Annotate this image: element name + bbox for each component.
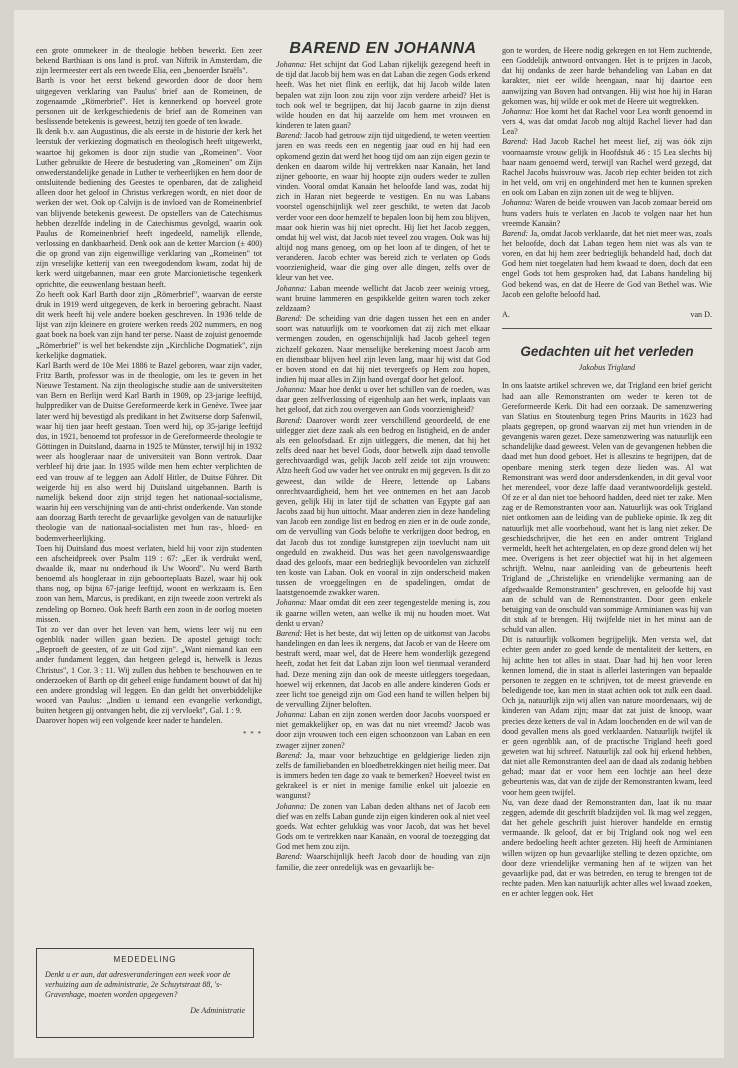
speaker-text: De scheiding van drie dagen tussen het een en ander soort was natuurlijk om te voorkomen dat zij zich met elkaar vermengen zouden, en ogenschijnlijk had Jacob geheel tegen zichzelf gekozen. Naar menselijke berekening moest Jacob arm en dienstbaar blijven heel zijn leven lang, maar hij wist dat God er boven stond en dat hij niet tevergeefs op Hem zou hopen, indien hij maar alles in Zijn hand overgaf door het geloof. <box>276 314 491 384</box>
speaker-label: Barend: <box>276 314 303 324</box>
speaker-label: Barend: <box>502 228 529 238</box>
speaker-label: Barend: <box>276 852 303 862</box>
dialogue-turn <box>276 314 490 385</box>
speaker-text: gon te worden, de Heere nodig gekregen en tot Hem zuchtende, een Goddelijk antwoord ontvangen. Het is te prijzen in Jacob, dat hij ondanks de zeer harde behandeling van Laban en dat karakter, niet eer wilde heengaan, naar hij daartoe een aanwijzing van Boven had ontvangen. Hij wist hoe hij in Haran gekomen was, hij wilde er ook met de Heere uit wegtrekken. <box>502 46 712 106</box>
dialogue-turn <box>276 802 490 853</box>
paragraph: een grote ommekeer in de theologie hebben bewerkt. Een zeer bekend Barthiaan is ons land is prof. van Niftrik in Amsterdam, die zijn leermeester eert als een tweede Elia, een „benoerder Israëls". <box>36 46 262 76</box>
dialogue-right <box>502 46 712 300</box>
speaker-label: Barend: <box>276 415 303 425</box>
speaker-label: Johanna: <box>276 801 307 811</box>
column-middle <box>276 40 491 1050</box>
article-title-gedachten: Gedachten uit het verleden <box>520 344 694 360</box>
dialogue-turn <box>276 284 490 314</box>
speaker-text: Waarschijnlijk heeft Jacob door de houding van zijn familie, die zeer onredelijk was en gevaarlijk be- <box>276 852 490 872</box>
speaker-text: Het schijnt dat God Laban rijkelijk gezegend heeft in de tijd dat Jacob bij hem was en dat Laban die zegen Gods erkend heeft. Was het niet flink en eerlijk, dat hij Jacob wilde laten bepalen wat zijn loon zou zijn voor zijn verdere arbeid? Het is toch ook wel te begrijpen, dat hij Jacob gaarne in zijn dienst wilde houden en dat hij aarzelde om hem met vrouwen en kinderen te laten gaan? <box>276 60 490 131</box>
dialogue-middle <box>276 60 490 873</box>
speaker-label: Barend: <box>502 137 529 147</box>
speaker-label: Johanna: <box>502 198 533 208</box>
speaker-text: Jacob had getrouw zijn tijd uitgediend, te weten veertien jaren en was reeds een en negentig jaar oud en hij had een opkomend gezin dat werd het hoog tijd om aan zijn eigen gezin te denken en daarom wilde hij vertrekken naar Kanaän, het land zijner geboorte, en waar hij hoopte zijn ouders weder te zullen vinden. Vooral omdat Kanaän het beloofde land was, zodat hij zich in Haran niet begeerde te vestigen. En nu was Labans voorstel ogenschijnlijk wel zeer geschikt, te weten dat Jacob verder voor een door hemzelf te bepalen loon bij hem zou blijven, maar ook hierin was hij niet oprecht. Hij liet het Jacob zeggen, omdat hij wel wist, dat Jacob niet teveel zou vragen. Ook was hij altijd nog mans genoeg, om op het loon af te dingen, of het te veranderen. Jacob echter was bereid zich te verlaten op Gods voorzienigheid, waar die ging over alle dingen, zelfs over de kleur van het vee. <box>276 131 490 283</box>
paragraph: Ik denk b.v. aan Augustinus, die als eerste in de historie der kerk het leerstuk der verkiezing dogmatisch en theologisch heeft uitgewerkt, waartoe hij gekomen is door zijn studie van „Romeinen". Voor Luther gebruikte de Heere de bestudering van „Romeinen" om Zijn onwederstandelijke genade in Luther te verheerlijken en hem door de ontsluitende bediening des Geestes te openbaren, dat de zaligheid alleen door het geloof in Christus verkregen wordt, en niet door de werken der wet. Ook op Calvijn is de invloed van de Romeinenbrief van blijvende betekenis geweest. De opstellers van de Catechismus hebben dezelfde indeling in de Catechismus gevolgd, waarin ook Paulus de Romeinenbrief heeft ingedeeld, namelijk ellende, verlossing en dankbaarheid. Denk ook aan de ketter Marcion (± 400) die op grond van zijn eigenwillige verklaring van „Romeinen" tot zijn vreselijke ketterij van een tweegodendom kwam, zodat hij de kerk werd uitgebannen, maar een grote Marcionietische tegenkerk oprichtte, die eeuwenlang bestaan heeft. <box>36 127 262 289</box>
dialogue-turn <box>276 710 490 751</box>
speaker-label: Johanna: <box>276 710 307 720</box>
dialogue-turn <box>502 137 712 198</box>
paragraph: Karl Barth werd de 10e Mei 1886 te Bazel geboren, waar zijn vader, Fritz Barth, professor was in de theologie, om les te geven in het Nieuwe Testament. Na zijn theologische studie aan de universiteiten van Bern en Berlijn werd Karl Barth in 1909, op 23-jarige leeftijd, hulpprediker van de Duitse Gereformeerde kerk in Genève. Twee jaar later werd hij bevestigd als predikant in het Zwitserse dorp Safenwil, waar hij tien jaar heeft gestaan. Toen werd hij, op 35-jarige leeftijd dus, in 1921, benoemd tot professor in de Gereformeerde theologie te Göttingen in Duitsland, daarna in 1925 te Münster, terwijl hij in 1932 weer als hoogleraar naar de universiteit van Bonn vertrok. Daar verbleef hij drie jaar. In 1935 wilde men hem echter verplichten de eed van trouw af te leggen aan Adolf Hitler, de Duitse Führer. Dit weigerde hij en also werd hij Duitsland uitgebannen. Barth is namelijk bekend door zijn strijd tegen het nationaal-socialisme, waarin hij een verschijning van de anti-christ onderkende. Van stonde aan doorzag Barth terecht de gevaarlijke gevolgen van de natuurlijke theologie van de nationaal-socialisten met hun ras-, bloed- en bodemverheerlijking. <box>36 360 262 543</box>
dialogue-turn <box>276 852 490 872</box>
notice-body: Denkt u er aan, dat adresveranderingen een week voor de verhuizing aan de administratie, 2e Schuytstraat 88, 's-Gravenhage, moeten worden opgegeven? <box>45 970 231 999</box>
speaker-text: Daarover wordt zeer verschillend geoordeeld, de ene uitlegger ziet deze zaak als een bedrog en listigheid, en de ander als een geloofsdaad. Er zijn uitleggers, die menen, dat hij het zelfs deed naar het bevel Gods, door hetwelk zijn daad tenvolle gerechtvaardigd was, gelijk Jacob zelf zeide tot zijn vrouwen: Alzo heeft God uw vader het vee ontrukt en mij gegeven. Is dit zo geweest, dan wilde de Heere, lettende op Labans onrechtvaardigheid, hem het vee ontnemen en het aan Jacob geven, gelijk Hij in later tijd de schatten van Egypte gaf aan Jacobs zaad bij hun uittocht. Maar anderen zien in deze handeling van Jacob een zondige list en bedrog en zien er in de oude zonde, om de vervulling van Gods belofte te verkrijgen door bedrog, en dat Jacob dus tot zondige kunstgrepen zijn toevlucht nam uit ongeduld en zwakheid. Dus was het geen navolgenswaardige daad des geloofs, maar een bedrieglijk bevoordelen van zichzelf ten koste van Laban. Ook en vooral in zijn onderscheid maken tussen de vroeggelingen en de spadelingen, omdat de laatstgenoemde zwakker waren. <box>276 415 490 598</box>
speaker-text: Ja, maar voor bebzuchtige en geldgierige lieden zijn zelfs de familiebanden en bloedbetrekkingen niet heilig meer. Dat is immers heden ten dage zo vaak te bemerken? Hoeveel twist en gekrakeel is er niet in menige familie enkel uit jaloezie en wangunst? <box>276 750 490 801</box>
paragraph: Toen hij Duitsland dus moest verlaten, hield hij voor zijn studenten een afscheidpreek over Psalm 119 : 67: „Eer ik verdrukt werd, dwaalde ik, maar nu onderhoud ik Uw Woord". Nu werd Barth benoemd als hoogleraar in zijn geboorteplaats Bazel, waar hij ook thans nog, op bijna 67-jarige leeftijd, woont en werkzaam is. Een zoon van hem, Marcus, is predikant, en zijn tweede zoon vertrekt als zendeling op Borneo. Ook heeft Barth een zoon in de oorlog moeten missen. <box>36 543 262 624</box>
paragraph: Barth is voor het eerst bekend geworden door de door hem uitgegeven verklaring van Paulus' brief aan de Romeinen, de zogenaamde „Römerbrief". Het is kennerkend op hoeveel grote personen uit de kerkgeschiedenis de brief aan de Romeinen van beslissende betekenis is geweest, hetzij ten goede of ten kwade. <box>36 76 262 127</box>
speaker-label: Barend: <box>276 750 303 760</box>
dialogue-turn <box>502 229 712 300</box>
speaker-label: Barend: <box>276 628 303 638</box>
paragraph: Nu, van deze daad der Remonstranten dan, laat ik nu maar zeggen, ademde dit geschrift bladzijden vol. Ik mag wel zeggen, dat het gehele geschrift juist hierover handelde en ernstig vermaande. Ik geloof, dat er bij Trigland ook nog wel een andere bedoeling heeft achter gezeten. Hij heeft de Arminianen willen wijzen op hun gevaarlijke stelling te dezen opzichte, om door deze vriendelijke vermaning hen af te wijzen van het gevaarlijke pad, dat er was betreden, en terug te brengen tot de rechte paden. Men kan natuurlijk achter alles wel kwaad zoeken, en er achter leggen ook. Het <box>502 797 712 899</box>
dialogue-turn <box>276 598 490 628</box>
speaker-text: Ja, omdat Jacob verklaarde, dat het niet meer was, zoals het beloofde, doch dat Laban tegen hem niet was als van te voren, en dat hij hem zeer bedrieglijk behandeld had, doch dat God hem niet toegelaten had hem kwaad te doen, doch dat een engel Gods tot hem gesproken had, dat Labans handeling bij God bekend was, en dat de Heere de God van Bethel was. Wie Jacob een gelofte beloofd had. <box>502 228 712 299</box>
speaker-text: Het is het beste, dat wij letten op de uitkomst van Jacobs handelingen en dan lees ik nergens, dat Jacob er van de Heere om bestraft werd, maar wel, dat de Heere hem wonderlijk gezegend heeft, zodat het feit dat Laban zijn loon wel tienmaal veranderd had. Deze mening zijn dan ook de meeste uitleggers toegedaan, hoewel wij erkennen, dat Jacob en alle andere kinderen Gods er zeer licht toe geneigd zijn om God een hand te willen helpen bij de vervulling Zijner beloften. <box>276 628 490 709</box>
dialogue-turn <box>276 416 490 599</box>
dialogue-turn <box>276 751 490 802</box>
speaker-text: Had Jacob Rachel het meest lief, zij was óók zijn voornaamste vrouw gelijk in Hoofdstuk 46 : 15 Lea slechts bij haar naam genoemd werd, terwijl van Rachel werd gezegd, dat Rachel Jacobs huisvrouw was. Jacob riep echter beiden tot zich in het veld, om vrij en ongehinderd met hen te kunnen spreken en ook om Laban en zijn zonen uit de weg te blijven. <box>502 137 713 198</box>
paragraph: Tot zo ver dan over het leven van hem, wiens leer wij nu een ogenblik nader willen gaan bezien. De apostel getuigt toch: „Beproeft de geesten, of ze uit God zijn". „Want niemand kan een ander fundament leggen, dan hetgeen gelegd is, hetwelk is Jezus Christus", 1 Cor. 3 : 11. Wij zullen dus hebben te beschouwen en te onderzoeken of Barth op dit geheel enige fundament bouwt of dat hij een andere grondslag wil leggen. En dan geldt het onverbiddelijke woord van Paulus: „Indien u iemand een evangelie verkondigt, buiten hetgeen gij ontvangen hebt, die zij vervloekt", Gal. 1 : 9. <box>36 624 262 716</box>
speaker-text: Maar hoe denkt u over het schillen van de roeden, was daar geen zelfverlossing of eigenhulp aan het werk, inplaats van het geloof, dat zich zou overgeven aan Gods voorzienigheid? <box>276 385 490 415</box>
speaker-text: Laban meende wellicht dat Jacob zeer weinig vroeg, want bruine lammeren en gespikkelde geiten waren toch zeker zeldzaam? <box>276 283 490 313</box>
speaker-label: Johanna: <box>276 598 307 608</box>
speaker-label: Barend: <box>276 131 303 141</box>
speaker-label: Johanna: <box>276 385 307 395</box>
column-left <box>36 46 262 1046</box>
dialogue-turn <box>276 131 490 283</box>
speaker-text: Maar omdat dit een zeer tegengestelde mening is, zou ik gaarne willen weten, aan welke ik mij nu houden moet. Wat denkt u ervan? <box>276 598 490 628</box>
section-end-stars: * * * <box>243 730 262 739</box>
dialogue-turn <box>502 46 712 107</box>
dialogue-turn <box>276 60 490 131</box>
dialogue-turn <box>276 629 490 710</box>
signature-initial: A. <box>502 309 510 319</box>
dialogue-turn <box>502 107 712 137</box>
section-divider <box>502 328 712 329</box>
paragraph: In ons laatste artikel schreven we, dat Trigland een brief gericht had aan alle Remonstranten om weder te keren tot de Gereformeerde Kerk. Dit had een oorzaak. De samenzwering van Slatius en Stoutenburg tegen Prins Maurits in 1623 had plaats gegrepen, op grond waarvan zij met hun vrienden in de gevangenis waren gezet. Deze samenzwering was natuurlijk een schandelijke daad geweest. Velen van de gevangenen hebben die daad met hun dood geboet. Het is alleszins te begrijpen, dat de openbare mening sterk tegen deze lieden was. Al wat Remonstrant was werd door andersdenkenden, in dit geval voor het merendeel, voor deze laffe daad verantwoordelijk gesteld. Of ze er al dan niet toe behoord hadden, deed niet ter zake. Men zag er de Remonstranten voor aan. Natuurlijk was ook Trigland niet ontkomen aan de leiding van de publieke opinie. Ik zeg dit natuurlijk met alle voorbehoud, want het is lang niet zeker. De geschiedschrijver, die het een en ander omtrent Trigland vermeldt, heeft het achtergelaten, en op deze grond delen wij het mee. Overigens is het zeer objectief wat hij in het algemeen schrijft. Welnu, naar aanleiding van de gebeurtenis heeft Trigland de „Christelijke en vriendelijke vermaning aan de afgedwaalde Remonstranten" geschreven, en geloofde hij vast aan de schuld van de Remonstranten. Door geen enkele betuiging van de onschuld van sommige Arminianen was hij van dit stuk af te brengen. Hij twijfelde niet in het minst aan de schuld van allen. <box>502 381 712 635</box>
speaker-label: Johanna: <box>502 106 533 116</box>
notice-box <box>36 948 254 1038</box>
speaker-label: Johanna: <box>276 60 307 70</box>
dialogue-turn <box>502 198 712 228</box>
paragraph: Zo heeft ook Karl Barth door zijn „Römerbrief", waarvan de eerste druk in 1919 werd uitgegeven, de kerk in beroering gebracht. Naast dit werk heeft hij vele andere boeken geschreven. In 1936 telde de lijst van zijn kleinere en grotere werken reeds 202 nummers, en nog gaat boek na boek van zijn hand ter perse. Naast de zojuist genoemde „Römerbrief" is wel het bekendste zijn „Kirchliche Dogmatiek", zijn kerkelijke dogmatiek. <box>36 289 262 360</box>
speaker-text: De zonen van Laban deden althans net of Jacob een dief was en zelfs Laban gunde zijn eigen kinderen ook al niet veel goeds. Wat echter gelukkig was voor Jacob, dat was het bevel Gods om te vertrekken naar Kanaän, en vooral de toezegging dat God met hem zou zijn. <box>276 801 490 852</box>
speaker-text: Hoe komt het dat Rachel voor Lea wordt genoemd in vers 4, was dat omdat Jacob nog altijd Rachel liever had dan Lea? <box>502 106 712 137</box>
newspaper-page <box>14 10 724 1058</box>
speaker-text: Laban en zijn zonen werden door Jacobs voorspoed er niet gemakkelijker op, en was dat nu niet vreemd? Jacob was door zijn vrouwen toch een eigen schoonzoon van Laban en een zwager zijner zonen? <box>276 710 490 750</box>
column-right <box>502 46 712 1046</box>
dialogue-turn <box>276 385 490 415</box>
article-title-barend-en-johanna: BAREND EN JOHANNA <box>289 40 477 57</box>
speaker-text: Waren de beide vrouwen van Jacob zomaar bereid om huns vaders huis te verlaten en Jacob te volgen naar het hun vreemde Kanaän? <box>502 198 712 228</box>
notice-heading: MEDEDELING <box>113 955 177 964</box>
article-signature <box>502 310 712 320</box>
speaker-label: Johanna: <box>276 283 307 293</box>
article-byline: Jakobus Trigland <box>578 363 636 373</box>
paragraph: Dit is natuurlijk volkomen begrijpelijk. Men versta wel, dat echter geen ander zo goed kende de mentaliteit der ketters, en hij achtte hen tot alles in staat. Daar had hij hen voor leren kennen lomend, die in staat is allerlei lasteringen van bepaalde personen te zeggen en te schrijven, tot de meest grievende en beledigende toe, kan men in staat achten ook tot zulk een daad. Och ja, natuurlijk zijn wij allen van nature moordenaars, wij de kinderen van Adam zijn; maar dat zat juist de knoop, waar precies deze ketters de val in Adam loochenden en de wil van de dood gevallen mens als goed verklaarden. Natuurlijk twijfel ik er geen ogenblik aan, of de practische Trigland heeft goed geweten wat hij schreef. Natuurlijk zal ook hij erkend hebben, dat niet alle Remonstranten deel aan de daad als zodanig hebben gehad; maar dat er voor hem een lochtje aan heel deze gebeurtenis was, dat van de zijde der Remonstranten kwam, leed voor hem geen twijfel. <box>502 635 712 797</box>
notice-signature: De Administratie <box>190 1006 245 1015</box>
signature-name: van D. <box>690 309 712 319</box>
paragraph: Daarover hopen wij een volgende keer nader te handelen. <box>36 716 223 726</box>
